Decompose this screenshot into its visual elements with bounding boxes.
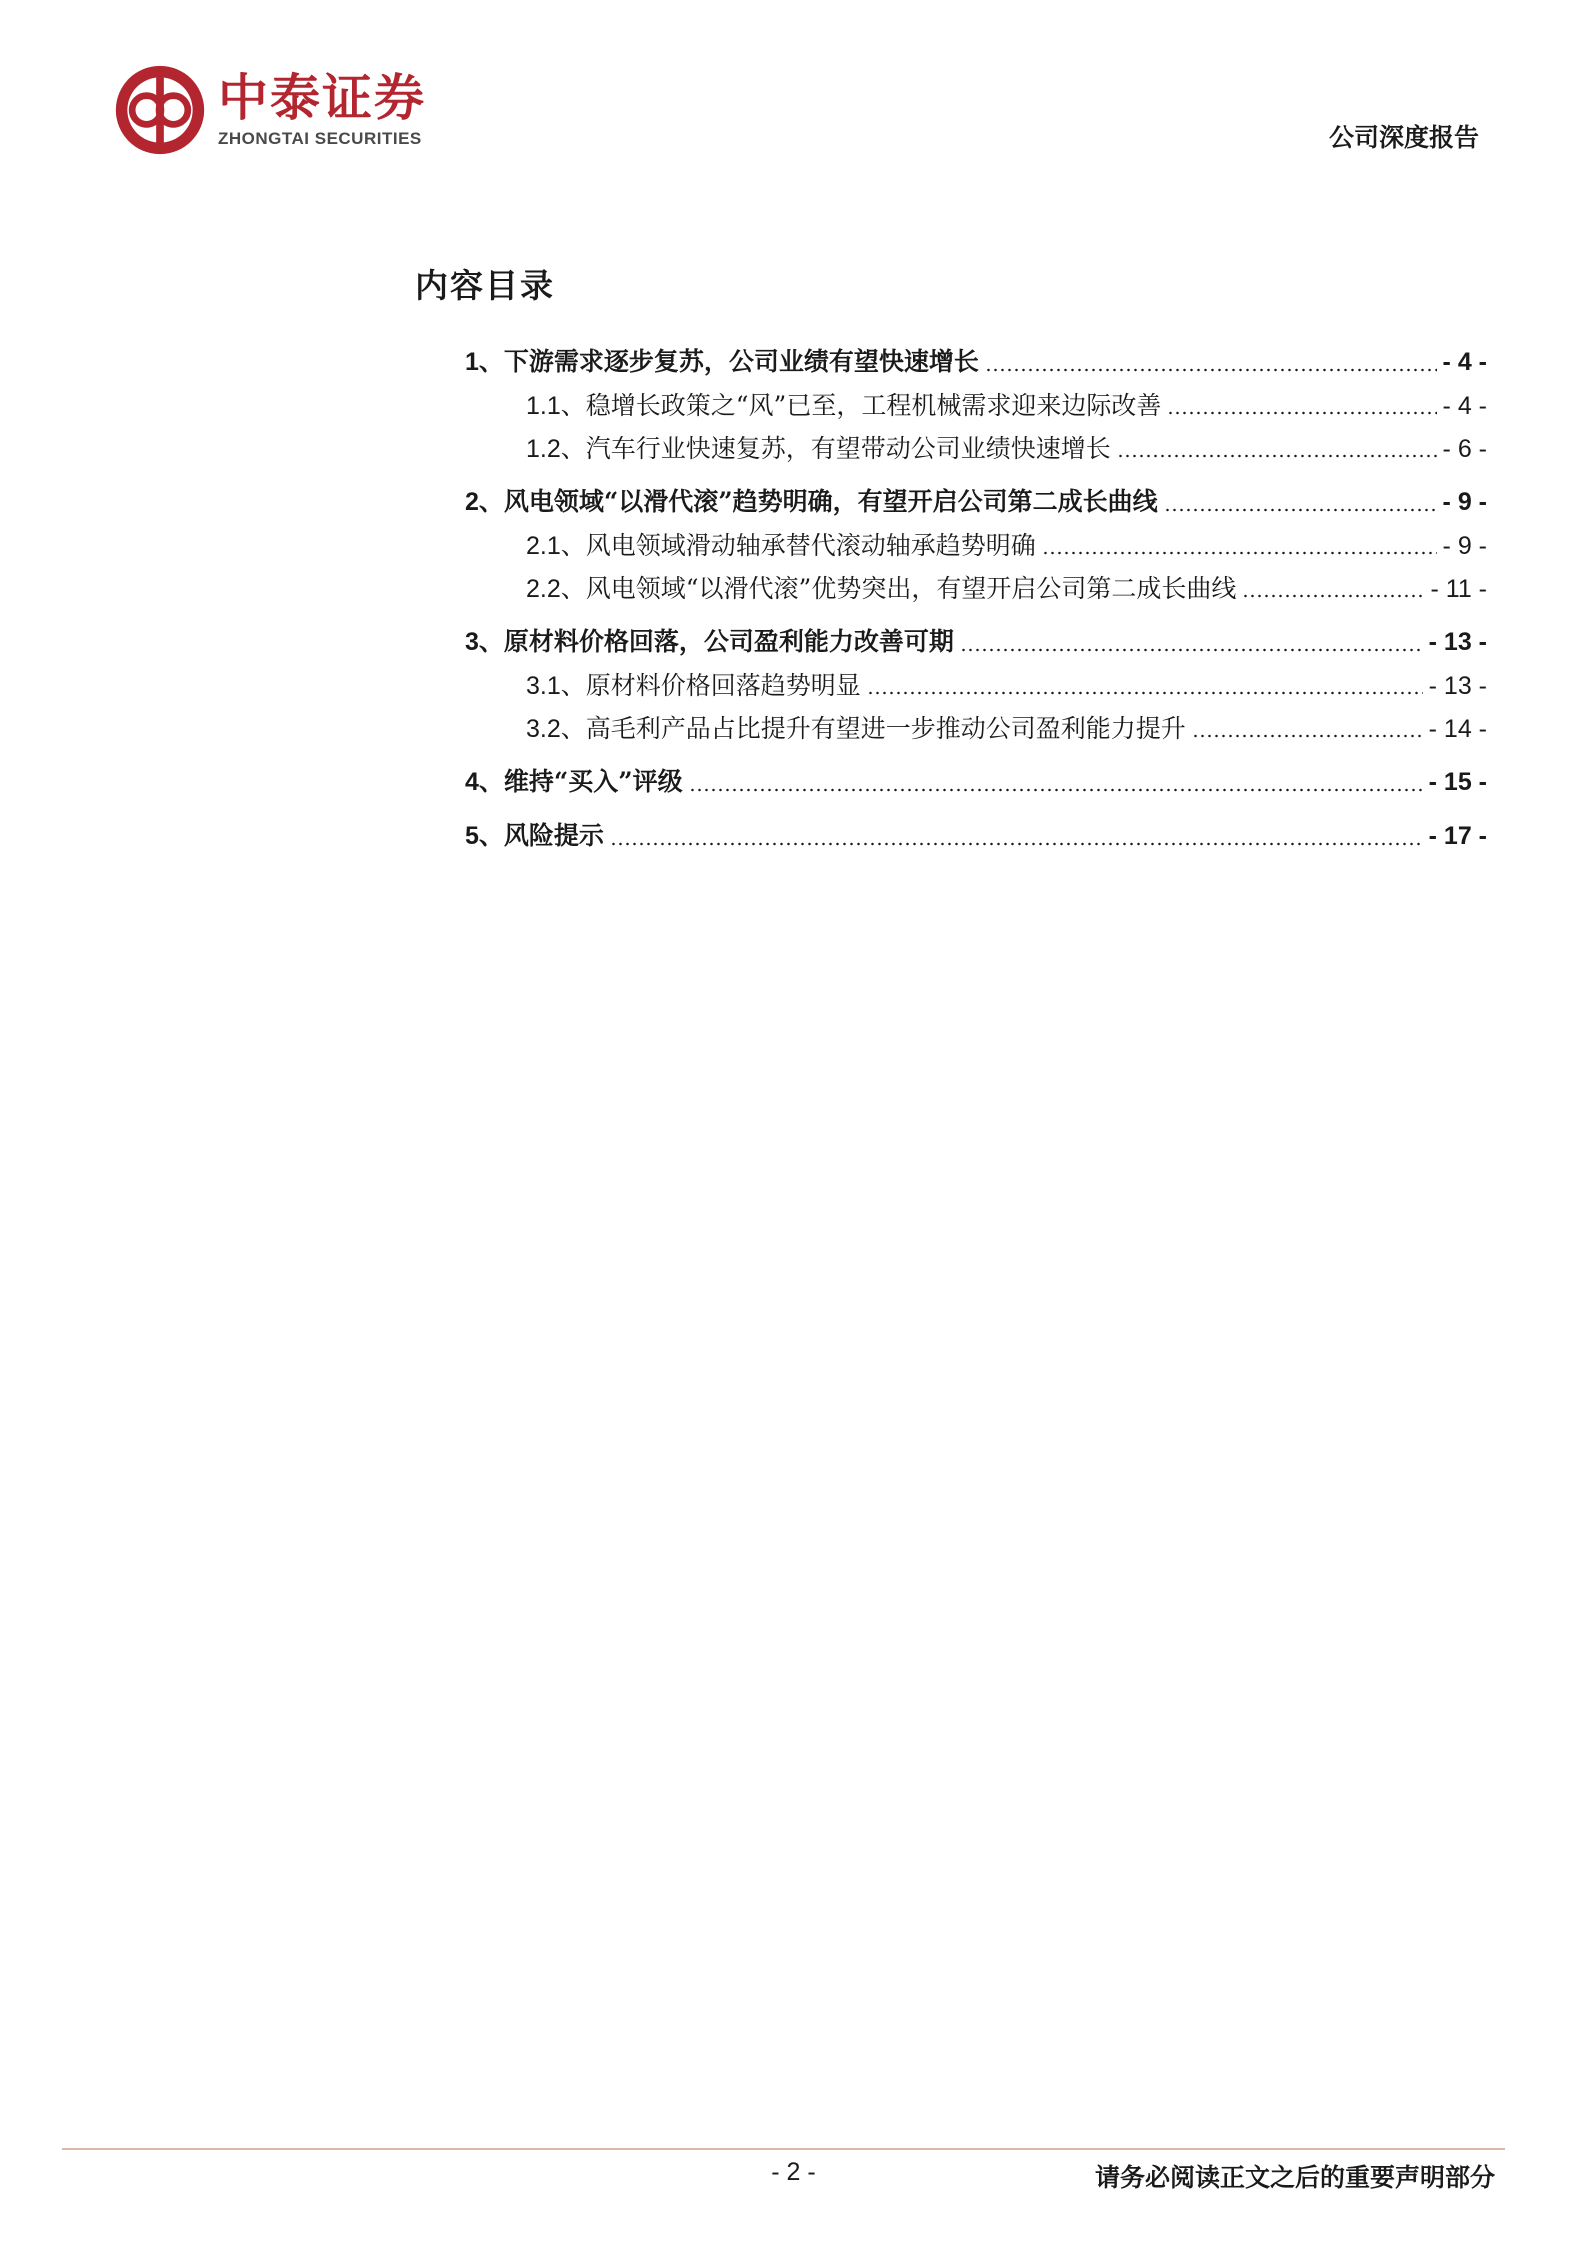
- toc-entry[interactable]: [465, 707, 1487, 750]
- toc-entry-page: - 4 -: [1442, 348, 1487, 376]
- table-of-contents: [465, 340, 1487, 858]
- toc-entry-page: - 9 -: [1442, 532, 1487, 560]
- toc-entry-title: 汽车行业快速复苏，有望带动公司业绩快速增长: [585, 434, 1111, 463]
- toc-entry-number: 2、: [465, 488, 504, 516]
- toc-entry-page: - 13 -: [1428, 672, 1487, 700]
- report-type-label: 公司深度报告: [1328, 123, 1479, 152]
- footer-divider: [62, 2148, 1505, 2150]
- toc-entry-title: 原材料价格回落，公司盈利能力改善可期: [503, 627, 954, 656]
- toc-dot-leader: [1117, 454, 1437, 458]
- toc-entry-page: - 13 -: [1428, 628, 1487, 656]
- toc-dot-leader: [985, 368, 1437, 372]
- toc-entry-title: 风电领域“以滑代滚”优势突出，有望开启公司第二成长曲线: [585, 574, 1237, 603]
- toc-entry-number: 2.2、: [526, 575, 586, 603]
- toc-entry-title: 高毛利产品占比提升有望进一步推动公司盈利能力提升: [585, 714, 1186, 743]
- toc-entry[interactable]: [465, 524, 1487, 567]
- disclaimer-note: 请务必阅读正文之后的重要声明部分: [1094, 2163, 1495, 2192]
- toc-entry-number: 3.2、: [526, 715, 586, 743]
- toc-entry-title: 风险提示: [503, 821, 604, 850]
- toc-dot-leader: [1192, 734, 1423, 738]
- toc-entry-number: 2.1、: [526, 532, 586, 560]
- toc-entry-number: 1.1、: [526, 392, 586, 420]
- toc-entry[interactable]: [465, 340, 1487, 384]
- toc-entry[interactable]: [465, 620, 1487, 664]
- toc-entry-number: 1.2、: [526, 435, 586, 463]
- toc-entry[interactable]: [465, 384, 1487, 427]
- toc-entry-number: 4、: [465, 768, 504, 796]
- toc-entry-page: - 17 -: [1428, 822, 1487, 850]
- toc-entry[interactable]: [465, 814, 1487, 858]
- toc-title: 内容目录: [415, 266, 555, 305]
- toc-entry-page: - 9 -: [1442, 488, 1487, 516]
- toc-dot-leader: [1167, 411, 1436, 415]
- toc-entry[interactable]: [465, 480, 1487, 524]
- toc-dot-leader: [960, 648, 1423, 652]
- toc-entry[interactable]: [465, 427, 1487, 470]
- toc-entry-number: 1、: [465, 348, 504, 376]
- toc-dot-leader: [1242, 594, 1424, 598]
- page-number: - 2 -: [771, 2158, 816, 2186]
- toc-entry-number: 5、: [465, 822, 504, 850]
- toc-entry-title: 维持“买入”评级: [503, 767, 683, 796]
- toc-entry-title: 下游需求逐步复苏，公司业绩有望快速增长: [503, 347, 979, 376]
- company-logo: [112, 60, 492, 160]
- brand-name-cn: 中泰证券: [218, 69, 426, 127]
- toc-entry-number: 3、: [465, 628, 504, 656]
- toc-entry-page: - 4 -: [1442, 392, 1487, 420]
- toc-entry[interactable]: [465, 567, 1487, 610]
- toc-dot-leader: [1042, 551, 1437, 555]
- toc-entry-page: - 15 -: [1428, 768, 1487, 796]
- toc-entry-page: - 11 -: [1430, 575, 1487, 603]
- toc-entry-page: - 14 -: [1428, 715, 1487, 743]
- zhongtai-logo-icon: [112, 62, 208, 158]
- toc-entry-title: 原材料价格回落趋势明显: [585, 671, 861, 700]
- toc-dot-leader: [689, 788, 1423, 792]
- toc-entry-title: 风电领域“以滑代滚”趋势明确，有望开启公司第二成长曲线: [503, 487, 1158, 516]
- toc-entry[interactable]: [465, 664, 1487, 707]
- toc-dot-leader: [1164, 508, 1437, 512]
- toc-dot-leader: [610, 842, 1423, 846]
- toc-entry-page: - 6 -: [1442, 435, 1487, 463]
- toc-entry-title: 风电领域滑动轴承替代滚动轴承趋势明确: [585, 531, 1036, 560]
- toc-entry-number: 3.1、: [526, 672, 586, 700]
- brand-name-en: ZHONGTAI SECURITIES: [218, 129, 422, 148]
- toc-entry[interactable]: [465, 760, 1487, 804]
- toc-entry-title: 稳增长政策之“风”已至，工程机械需求迎来边际改善: [585, 391, 1162, 420]
- toc-dot-leader: [867, 691, 1423, 695]
